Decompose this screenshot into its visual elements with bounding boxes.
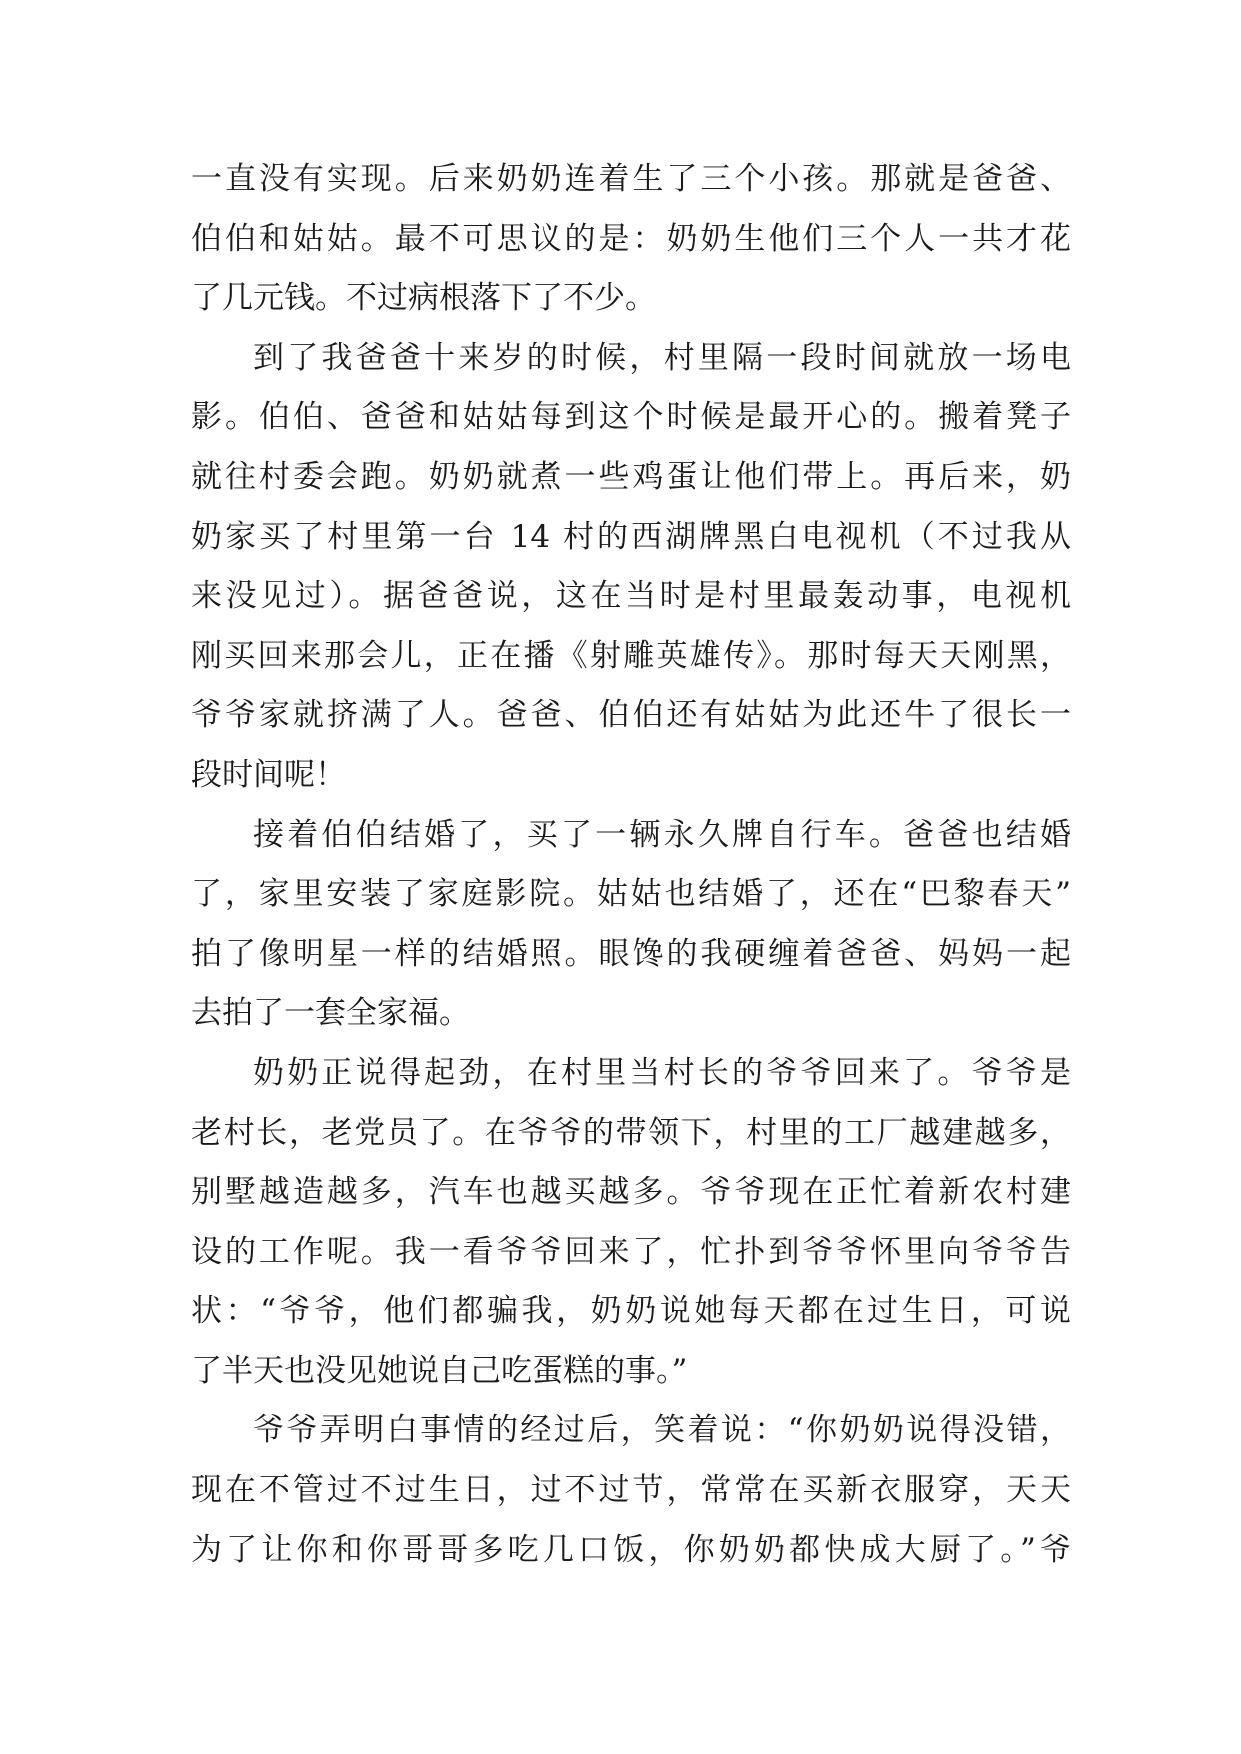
text-line: 设的工作呢。我一看爷爷回来了，忙扑到爷爷怀里向爷爷告 <box>191 1233 1071 1270</box>
text-line: 拍了像明星一样的结婚照。眼馋的我硬缠着爸爸、妈妈一起 <box>191 935 1071 972</box>
text-line: 了半天也没见她说自己吃蛋糕的事。” <box>191 1352 688 1389</box>
paragraph <box>191 339 1071 794</box>
text-line: 刚买回来那会儿，正在播《射雕英雄传》。那时每天天刚黑， <box>191 637 1071 674</box>
text-line: 了，家里安装了家庭影院。姑姑也结婚了，还在“巴黎春天” <box>191 876 1071 913</box>
paragraph <box>191 160 1071 317</box>
text-line: 接着伯伯结婚了，买了一辆永久牌自行车。爸爸也结婚 <box>253 816 1071 853</box>
text-line: 就往村委会跑。奶奶就煮一些鸡蛋让他们带上。再后来，奶 <box>191 458 1071 495</box>
text-line: 到了我爸爸十来岁的时候，村里隔一段时间就放一场电 <box>253 339 1071 376</box>
text-line: 段时间呢！ <box>191 756 346 793</box>
text-line: 别墅越造越多，汽车也越买越多。爷爷现在正忙着新农村建 <box>191 1174 1071 1211</box>
text-line: 伯伯和姑姑。最不可思议的是：奶奶生他们三个人一共才花 <box>191 220 1071 257</box>
text-line: 现在不管过不过生日，过不过节，常常在买新衣服穿，天天 <box>191 1472 1071 1509</box>
text-line: 奶家买了村里第一台 14 村的西湖牌黑白电视机（不过我从 <box>191 518 1071 555</box>
text-line: 来没见过）。据爸爸说，这在当时是村里最轰动事，电视机 <box>191 578 1071 615</box>
text-line: 了几元钱。不过病根落下了不少。 <box>191 280 656 317</box>
paragraph <box>191 1411 1071 1568</box>
text-line: 状：“爷爷，他们都骗我，奶奶说她每天都在过生日，可说 <box>191 1293 1071 1330</box>
text-line: 为了让你和你哥哥多吃几口饭，你奶奶都快成大厨了。”爷 <box>191 1531 1071 1568</box>
text-line: 去拍了一套全家福。 <box>191 995 470 1032</box>
text-line: 爷爷家就挤满了人。爸爸、伯伯还有姑姑为此还牛了很长一 <box>191 697 1071 734</box>
paragraph <box>191 816 1071 1033</box>
paragraph <box>191 1054 1071 1390</box>
document-body <box>191 160 1071 1590</box>
text-line: 奶奶正说得起劲，在村里当村长的爷爷回来了。爷爷是 <box>253 1054 1071 1091</box>
text-line: 爷爷弄明白事情的经过后，笑着说：“你奶奶说得没错， <box>253 1412 1071 1449</box>
text-line: 一直没有实现。后来奶奶连着生了三个小孩。那就是爸爸、 <box>191 161 1071 197</box>
text-line: 老村长，老党员了。在爷爷的带领下，村里的工厂越建越多， <box>191 1114 1071 1151</box>
text-line: 影。伯伯、爸爸和姑姑每到这个时候是最开心的。搬着凳子 <box>191 399 1071 436</box>
